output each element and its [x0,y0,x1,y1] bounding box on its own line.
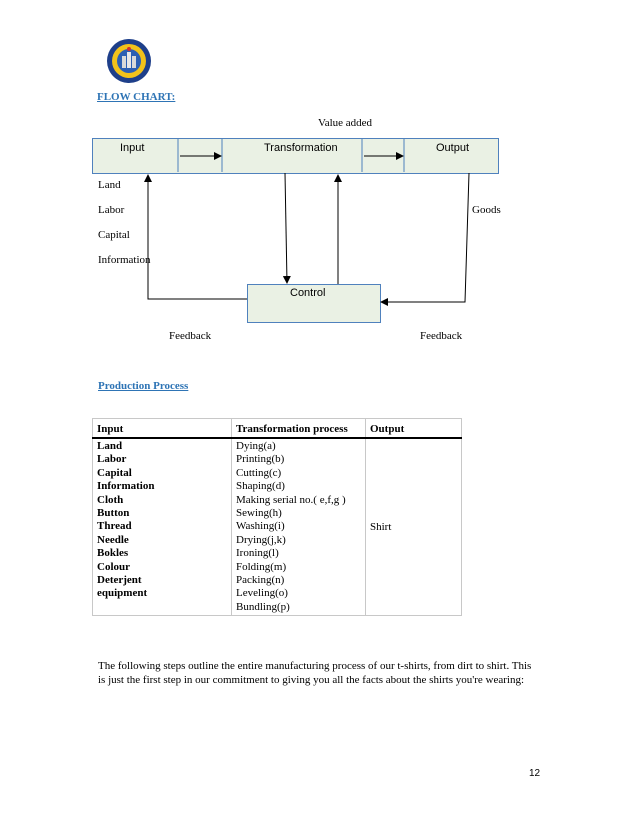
transformation-item: Ironing(l) [236,547,279,560]
transformation-item: Making serial no.( e,f,g ) [236,493,346,506]
transformation-item: Cutting(c) [236,466,282,479]
feedback-left-label: Feedback [169,330,212,342]
header-transformation: Transformation process [232,419,366,439]
header-input: Input [93,419,232,439]
input-item: Thread [97,520,132,533]
flow-arrows [0,0,638,400]
production-process-heading: Production Process [98,380,189,392]
flow-chart-heading: FLOW CHART: [97,91,176,103]
input-list-cell [93,438,232,616]
output-label: Output [436,142,470,154]
input-labor: Labor [98,204,125,216]
transformation-item: Dying(a) [236,440,276,452]
transformation-item: Shaping(d) [236,480,285,493]
value-added-label: Value added [318,117,373,129]
university-logo [106,38,152,84]
control-label: Control [290,287,326,299]
output-cell: Shirt [366,438,462,616]
arrow-output-to-control [381,173,469,302]
transformation-item: Washing(i) [236,520,285,533]
input-item: Deterjent [97,574,142,587]
transformation-list-cell [232,438,366,616]
arrow-transformation-to-control [285,173,287,283]
arrow-feedback-to-input [148,175,247,299]
table-header-row [93,419,462,439]
production-process-table [92,418,462,616]
input-item: Colour [97,560,130,573]
input-item: Labor [97,453,127,466]
goods-label: Goods [472,204,501,216]
input-item: Land [97,440,123,452]
body-paragraph: The following steps outline the entire manufacturing process of our t-shirts, from dirt to shirt. This is just the first step in our commitment to giving you all the facts about the shirts you're wearing: [98,660,532,686]
input-information: Information [98,254,151,266]
input-item: equipment [97,587,148,600]
transformation-item: Drying(j,k) [236,533,286,546]
input-item: Information [97,480,155,493]
input-item: Button [97,507,130,520]
input-item: Bokles [97,547,129,560]
transformation-label: Transformation [264,142,338,154]
transformation-item: Sewing(h) [236,507,282,520]
input-label: Input [120,142,145,154]
feedback-right-label: Feedback [420,330,463,342]
input-land: Land [98,179,121,191]
input-capital: Capital [98,229,130,241]
table-row [93,438,462,616]
transformation-item: Printing(b) [236,453,285,466]
input-item: Capital [97,466,132,479]
input-item: Needle [97,533,129,546]
input-item: Cloth [97,493,124,506]
transformation-item: Bundling(p) [236,600,290,613]
header-output: Output [366,419,462,439]
page-number: 12 [529,768,541,779]
transformation-item: Folding(m) [236,560,287,573]
transformation-item: Packing(n) [236,574,285,587]
transformation-item: Leveling(o) [236,587,288,600]
